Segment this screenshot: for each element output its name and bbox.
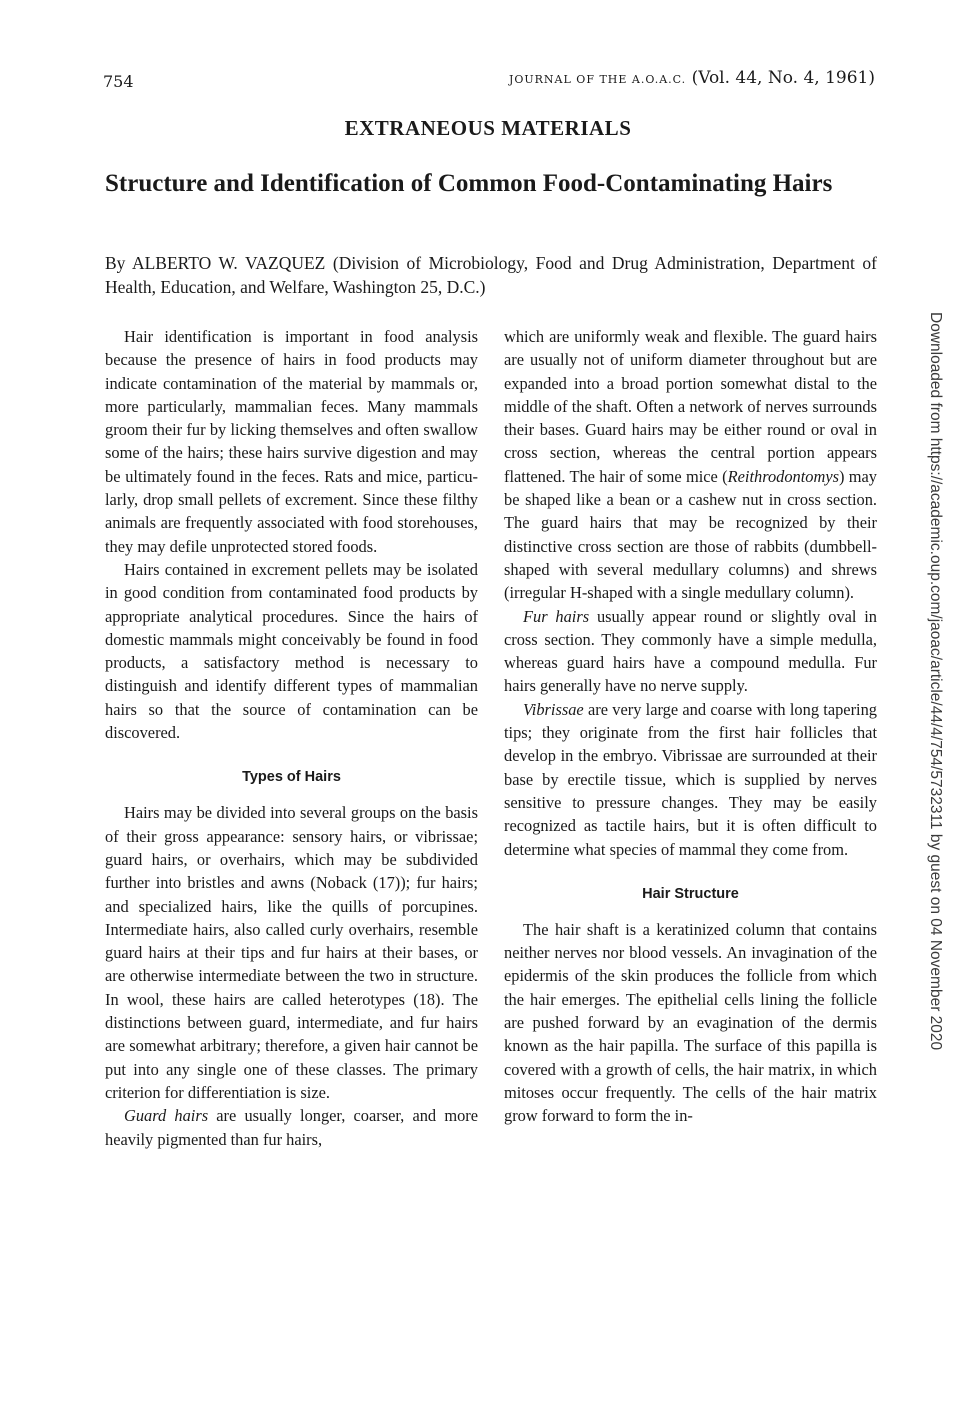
paragraph-guard-hairs-cont: [504, 325, 877, 605]
section-title: EXTRANEOUS MATERIALS: [344, 116, 632, 140]
paragraph-vibrissae: [504, 698, 877, 861]
term-fur-hairs: Fur hairs: [523, 606, 590, 626]
volume-info: (Vol. 44, No. 4, 1961): [691, 68, 875, 88]
paragraph-intro: Hair identification is important in food analysis because the presence of hairs in food products may indicate contamination of the material by mammals or, more particularly, mammalian feces. Many mammals groom their fur by licking themselves and often swallow some of the hairs; these hairs survive digestion and may be ultimately found in the feces. Rats and mice, particularly, drop small pellets of excrement. Since these filthy animals are frequently associated with food storehouses, they may defile unprotected stored foods.: [105, 327, 478, 556]
running-head: [509, 68, 875, 88]
paragraph-hair-structure: The hair shaft is a keratinized column that contains neither nerves nor blood vessels. An invagination of the epidermis of the skin produces the follicle from which the hair emerges. The epithelial cells lining the follicle are pushed forward by an evagination of the dermis known as the hair papilla. The surface of this papilla is covered with a growth of cells, the hair matrix, in which mitoses occur frequently. The cells of the hair matrix grow forward to form the in-: [504, 919, 877, 1126]
term-guard-hairs: Guard hairs: [124, 1106, 209, 1126]
paragraph-guard-hairs: [105, 1104, 478, 1151]
right-column: [504, 325, 877, 1128]
paragraph-hair-groups: Hairs may be divided into several groups on the basis of their gross appearance: sensory hairs, or vibrissae; guard hairs, or overhairs, which may be subdivided further into bristles and awns (Noback (17)); fur hairs; and specialized hairs, like the quills of porcupines. Intermediate hairs, also called curly overhairs, resemble guard hairs at their tips and fur hairs at their bases, or are otherwise intermediate between the two in structure. In wool, these hairs are called heterotypes (18). The distinctions between guard, intermediate, and fur hairs are somewhat arbitrary; therefore, a given hair cannot be put into any single one of these classes. The primary criterion for differentiation is size.: [105, 803, 478, 1102]
guard-hairs-cont-text: which are uniformly weak and flexible. The guard hairs are usually not of uniform diameter throughout but are expanded into a broad portion somewhat distal to the middle of the shaft. Often a network of nerves surrounds their bases. Guard hairs may be either round or oval in cross section, whereas the central portion appears flattened. The hair of some mice (: [504, 327, 877, 486]
author-byline: By ALBERTO W. VAZQUEZ (Division of Microbiology, Food and Drug Administration, Department of Health, Education, and Welfare, Washington 25, D.C.): [105, 253, 877, 297]
term-vibrissae: Vibrissae: [523, 699, 584, 719]
heading-hair-structure: Hair Structure: [642, 885, 739, 902]
vibrissae-text: are very large and coarse with long tapering tips; they originate from the first hair follicles that develop in the embryo. Vibrissae are surrounded at their base by erectile tissue, which is supplied by nerves sensitive to pressure changes. They may be easily recognized as tactile hairs, but it is often difficult to determine what species of mammal they come from.: [504, 699, 877, 859]
genus-name: Reithrodontomys: [727, 466, 839, 486]
download-note-text: Downloaded from https://academic.oup.com/jaoac/article/44/4/754/5732311 by guest on 04 November 2020: [927, 312, 944, 1051]
paragraph-fur-hairs: [504, 605, 877, 698]
left-column: [105, 325, 478, 1151]
heading-types-of-hairs: Types of Hairs: [242, 769, 341, 786]
paragraph-isolation: Hairs contained in excrement pellets may be isolated in good condition from contaminated food products by appropriate analytical procedures. Since the hairs of domestic mammals might conceivably be found in food products, a satisfactory method is necessary to distinguish and identify different types of mammalian hairs so that the source of contamination can be discovered.: [105, 559, 478, 743]
journal-name: JOURNAL OF THE A.O.A.C.: [508, 73, 687, 86]
download-watermark: [924, 312, 948, 1112]
page-header: [103, 68, 875, 94]
page-number: 754: [103, 72, 134, 91]
article-title: Structure and Identification of Common Food-Contaminating Hairs: [105, 170, 833, 197]
guard-hairs-cont-rest: ) may be shaped like a bean or a cashew nut in cross section. The guard hairs that may be recognized by their distinctive cross section are those of rabbits (dumbbell-shaped with several medullary columns) and shrews (irregular H-shaped with a single medullary column).: [504, 466, 878, 603]
guard-hairs-text: are usually longer, coarser, and more heavily pigmented than fur hairs,: [105, 1106, 478, 1149]
fur-hairs-text: usually appear round or slightly oval in cross section. They commonly have a simple medulla, whereas guard hairs have a compound medulla. Fur hairs generally have no nerve supply.: [504, 606, 877, 696]
